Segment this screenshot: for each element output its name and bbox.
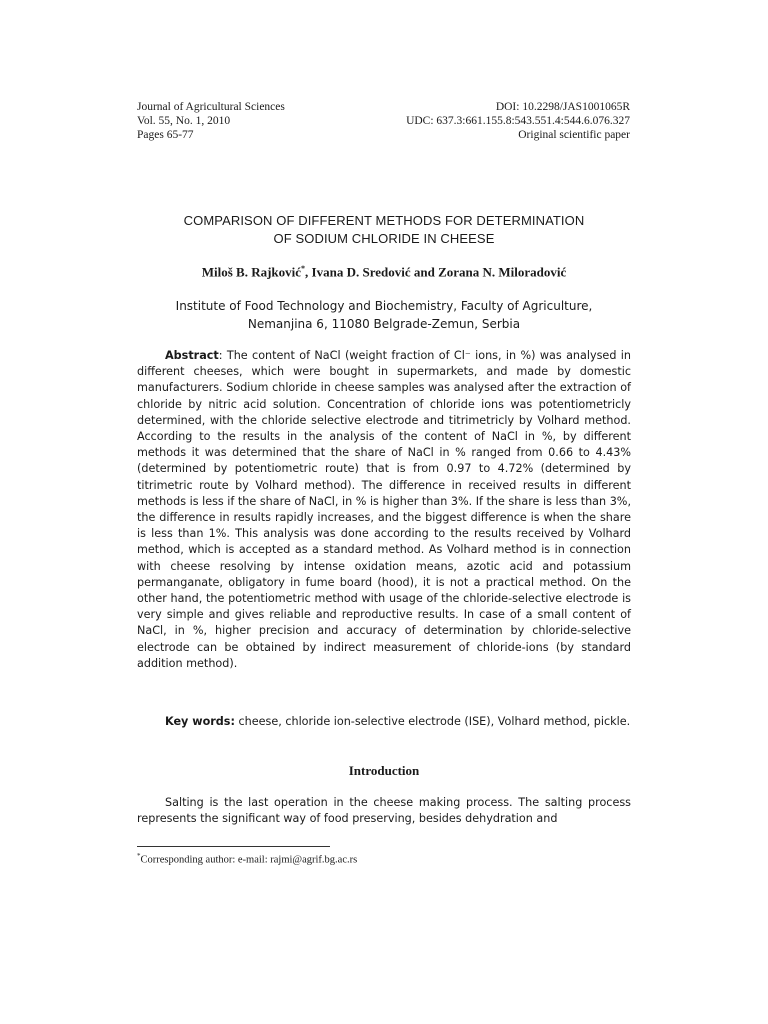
corresponding-marker: *	[301, 264, 306, 273]
udc: UDC: 637.3:661.155.8:543.551.4:544.6.076.327	[406, 115, 630, 127]
footnote-text: Corresponding author: e-mail: rajmi@agrif.bg.ac.rs	[140, 854, 358, 866]
keywords	[137, 714, 631, 730]
journal-volume: Vol. 55, No. 1, 2010	[137, 115, 231, 127]
paper-title	[137, 212, 631, 248]
title-line-1: COMPARISON OF DIFFERENT METHODS FOR DETERMINATION	[183, 213, 585, 228]
journal-info	[137, 100, 285, 142]
title-line-2: OF SODIUM CHLORIDE IN CHEESE	[273, 231, 495, 246]
abstract-text: : The content of NaCl (weight fraction of Cl⁻ ions, in %) was analysed in different cheeses, which were bought in supermarkets, and made by domestic manufacturers. Sodium chloride in cheese samples was analysed after the extraction of chloride by nitric acid solution. Concentration of chloride ions was potentiometricly determined, with the chloride selective electrode and titrimetricly by Volhard method. According to the results in the analysis of the content of NaCl in %, by different methods it was determined that the share of NaCl in % ranged from 0.66 to 4.43% (determined by potentiometric route) that is from 0.97 to 4.72% (determined by titrimetric route by Volhard method). The difference in received results in different methods is less if the share of NaCl, in % is higher than 3%. If the share is less than 3%, the difference in results rapidly increases, and the biggest difference is when the share is less than 1%. This analysis was done according to the results received by Volhard method, which is accepted as a standard method. As Volhard method is in connection with cheese resolving by intense oxidation means, azotic acid and potassium permanganate, obligatory in fume board (hood), it is not a practical method. On the other hand, the potentiometric method with usage of the chloride-selective electrode is very simple and gives reliable and reproductive results. In case of a small content of NaCl, in %, higher precision and accuracy of determination by chloride-selective electrode can be obtained by indirect measurement of chloride-ions (by standard addition method).	[137, 349, 631, 670]
first-author: Miloš B. Rajković	[201, 264, 302, 280]
affiliation-line-1: Institute of Food Technology and Biochemistry, Faculty of Agriculture,	[175, 299, 593, 313]
abstract-label: Abstract	[165, 349, 219, 362]
affiliation-line-2: Nemanjina 6, 11080 Belgrade-Zemun, Serbia	[247, 317, 521, 331]
journal-name: Journal of Agricultural Sciences	[137, 101, 285, 113]
introduction-text: Salting is the last operation in the cheese making process. The salting process represents the significant way of food preserving, besides dehydration and	[137, 796, 631, 826]
affiliation	[137, 297, 631, 333]
other-authors: , Ivana D. Sredović and Zorana N. Miloradović	[305, 264, 567, 280]
journal-pages: Pages 65-77	[137, 129, 194, 141]
abstract	[137, 348, 631, 672]
authors	[137, 264, 631, 280]
keywords-text: cheese, chloride ion-selective electrode (ISE), Volhard method, pickle.	[234, 715, 631, 728]
doi: DOI: 10.2298/JAS1001065R	[495, 101, 630, 113]
footnote	[137, 852, 357, 866]
paper-type: Original scientific paper	[518, 129, 630, 141]
footnote-marker: *	[137, 852, 141, 860]
keywords-label: Key words:	[165, 715, 235, 728]
footnote-divider	[137, 846, 330, 847]
article-identifiers	[406, 100, 630, 142]
introduction-heading: Introduction	[348, 763, 420, 778]
